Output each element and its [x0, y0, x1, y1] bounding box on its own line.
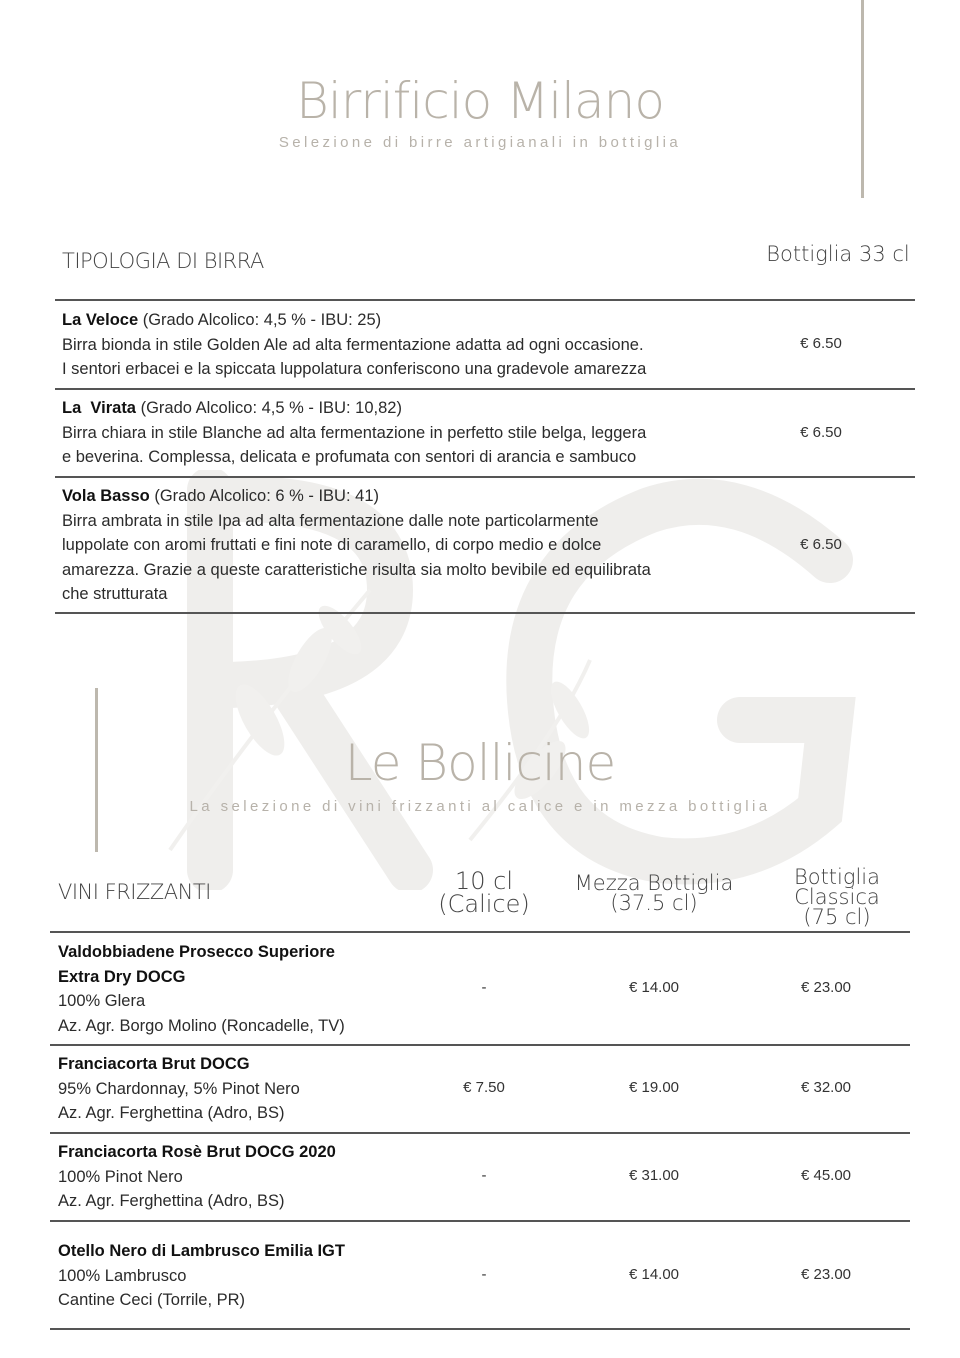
half-bottle-price: € 14.00 — [628, 979, 680, 996]
wine-item-description — [58, 940, 458, 1038]
glass-price: € 7.50 — [463, 1079, 505, 1096]
wine-name: Franciacorta Rosè Brut DOCG 2020 — [58, 1143, 336, 1161]
beer-item-description — [62, 308, 742, 382]
beer-price: € 6.50 — [800, 335, 842, 352]
glass-price: - — [481, 1266, 487, 1283]
glass-price: - — [481, 979, 487, 996]
glass-column-header — [414, 867, 554, 918]
half-bottle-price: € 31.00 — [628, 1167, 680, 1184]
beer-item-description — [62, 396, 742, 470]
beer-price: € 6.50 — [800, 424, 842, 441]
wine-item-description — [58, 1239, 458, 1313]
wine-grape: 95% Chardonnay, 5% Pinot Nero — [58, 1079, 300, 1098]
full-bottle-column-header-line: (75 cl) — [803, 904, 871, 929]
beer-name: La Veloce — [62, 311, 139, 329]
full-bottle-column-header — [748, 865, 926, 929]
beer-spec: (Grado Alcolico: 4,5 % - IBU: 25) — [138, 311, 382, 329]
beer-desc-line: Birra bionda in stile Golden Ale ad alta fermentazione adatta ad ogni occasione. — [62, 335, 644, 354]
beer-desc-line: e beverina. Complessa, delicata e profumata con sentori di arancia e sambuco — [62, 448, 637, 466]
beer-type-column-header: TIPOLOGIA DI BIRRA — [62, 249, 264, 273]
full-bottle-column-header-line: Bottiglia Classica — [793, 865, 881, 909]
beer-desc-line: amarezza. Grazie a queste caratteristiche risulta sia molto bevibile ed equilibrata — [62, 560, 651, 579]
wine-name: Valdobbiadene Prosecco Superiore — [58, 943, 335, 961]
beer-section-title: Birrificio Milano — [296, 72, 664, 130]
full-bottle-price: € 32.00 — [800, 1079, 852, 1096]
full-bottle-price: € 23.00 — [800, 979, 852, 996]
divider — [50, 1132, 910, 1134]
divider — [55, 388, 915, 390]
full-bottle-price: € 45.00 — [800, 1167, 852, 1184]
divider — [55, 612, 915, 614]
wine-item-description — [58, 1140, 458, 1214]
divider — [55, 299, 915, 301]
divider — [50, 931, 910, 933]
glass-column-header-line: 10 cl — [454, 867, 514, 895]
wine-producer: Cantine Ceci (Torrile, PR) — [58, 1291, 246, 1309]
beer-spec: (Grado Alcolico: 4,5 % - IBU: 10,82) — [135, 399, 402, 417]
wine-grape: 100% Glera — [58, 992, 146, 1010]
half-bottle-price: € 19.00 — [628, 1079, 680, 1096]
half-bottle-column-header — [570, 871, 738, 915]
divider — [50, 1044, 910, 1046]
wine-section-title: Le Bollicine — [344, 734, 616, 792]
wine-producer: Az. Agr. Ferghettina (Adro, BS) — [58, 1192, 285, 1210]
glass-price: - — [481, 1167, 487, 1184]
wine-name: Otello Nero di Lambrusco Emilia IGT — [58, 1242, 345, 1260]
beer-price: € 6.50 — [800, 536, 842, 553]
wine-grape: 100% Lambrusco — [58, 1266, 187, 1285]
wine-type-column-header: VINI FRIZZANTI — [58, 880, 211, 904]
beer-spec: (Grado Alcolico: 6 % - IBU: 41) — [149, 487, 379, 505]
full-bottle-price: € 23.00 — [800, 1266, 852, 1283]
beer-section-subtitle: Selezione di birre artigianali in bottiglia — [278, 134, 682, 151]
wine-section-subtitle: La selezione di vini frizzanti al calice e in mezza bottiglia — [189, 798, 771, 815]
divider — [50, 1328, 910, 1330]
beer-item-description — [62, 484, 752, 607]
beer-desc-line: Birra ambrata in stile Ipa ad alta fermentazione dalle note particolarmente — [62, 511, 599, 530]
beer-desc-line: I sentori erbacei e la spiccata luppolatura conferiscono una gradevole amarezza — [62, 360, 647, 378]
half-bottle-price: € 14.00 — [628, 1266, 680, 1283]
half-bottle-column-header-line: Mezza Bottiglia — [574, 871, 734, 895]
beer-price-column-header: Bottiglia 33 cl — [766, 242, 910, 266]
wine-producer: Az. Agr. Ferghettina (Adro, BS) — [58, 1104, 285, 1122]
beer-desc-line: Birra chiara in stile Blanche ad alta fermentazione in perfetto stile belga, leggera — [62, 423, 647, 442]
beer-name: La Virata — [62, 399, 136, 417]
half-bottle-column-header-line: (37.5 cl) — [610, 890, 698, 915]
wine-producer: Az. Agr. Borgo Molino (Roncadelle, TV) — [58, 1016, 345, 1035]
glass-column-header-line: (Calice) — [438, 889, 530, 918]
divider — [55, 476, 915, 478]
divider — [50, 1220, 910, 1222]
beer-name: Vola Basso — [62, 487, 150, 505]
beer-desc-line: che strutturata — [62, 585, 168, 603]
wine-name: Franciacorta Brut DOCG — [58, 1055, 250, 1073]
wine-grape: 100% Pinot Nero — [58, 1167, 183, 1186]
wine-item-description — [58, 1052, 458, 1126]
beer-desc-line: luppolate con aromi fruttati e fini note di caramello, di corpo medio e dolce — [62, 536, 602, 554]
wine-name: Extra Dry DOCG — [58, 967, 186, 986]
